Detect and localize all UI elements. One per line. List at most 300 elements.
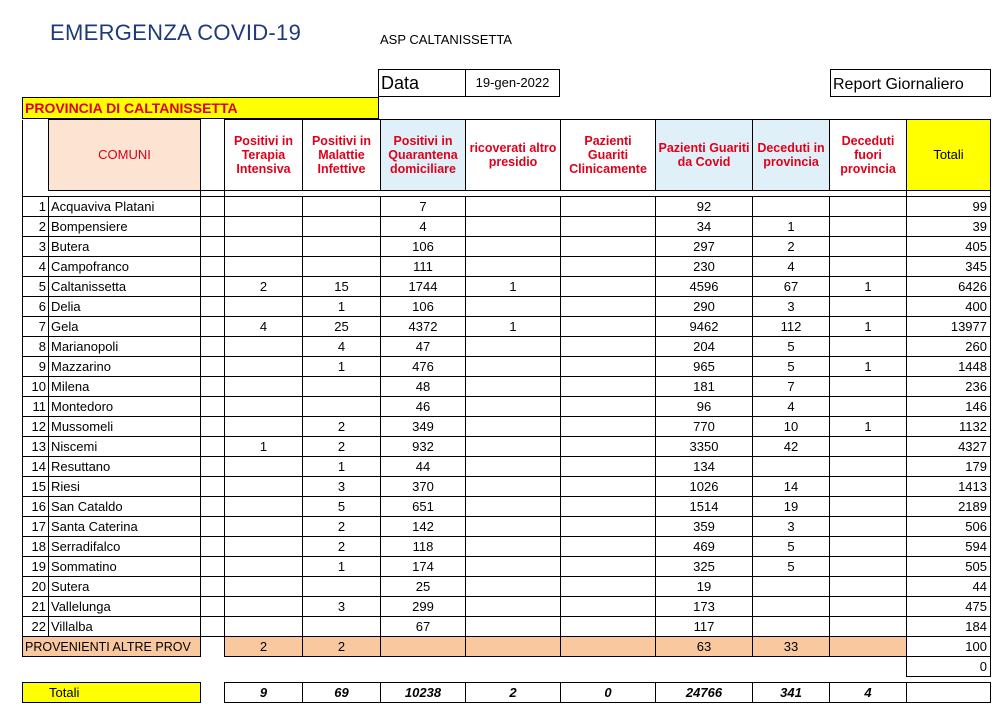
value-mi bbox=[303, 577, 381, 597]
covid-table bbox=[22, 119, 991, 703]
value-gcov: 965 bbox=[656, 357, 753, 377]
value-gc bbox=[561, 537, 656, 557]
empty-cell bbox=[753, 657, 830, 677]
gap-cell bbox=[201, 497, 225, 517]
table-row bbox=[23, 617, 991, 637]
province-label: PROVINCIA DI CALTANISSETTA bbox=[22, 97, 379, 119]
value-dfp bbox=[830, 397, 907, 417]
value-ap bbox=[466, 517, 561, 537]
empty-cell bbox=[23, 657, 49, 677]
value-ti bbox=[225, 517, 303, 537]
value-dfp bbox=[830, 557, 907, 577]
altre-total: 100 bbox=[907, 637, 991, 657]
value-gc bbox=[561, 437, 656, 457]
row-number: 12 bbox=[23, 417, 49, 437]
value-ap bbox=[466, 557, 561, 577]
row-number: 9 bbox=[23, 357, 49, 377]
empty-cell bbox=[466, 657, 561, 677]
value-ap bbox=[466, 537, 561, 557]
altre-gcov: 63 bbox=[656, 637, 753, 657]
value-dfp bbox=[830, 437, 907, 457]
row-number: 7 bbox=[23, 317, 49, 337]
value-mi: 1 bbox=[303, 357, 381, 377]
value-gcov: 173 bbox=[656, 597, 753, 617]
value-gc bbox=[561, 257, 656, 277]
value-mi: 1 bbox=[303, 457, 381, 477]
value-ti bbox=[225, 377, 303, 397]
row-number: 21 bbox=[23, 597, 49, 617]
value-mi: 2 bbox=[303, 437, 381, 457]
value-gc bbox=[561, 617, 656, 637]
value-dfp bbox=[830, 577, 907, 597]
gap-cell bbox=[201, 537, 225, 557]
value-dp: 67 bbox=[753, 277, 830, 297]
value-mi bbox=[303, 257, 381, 277]
gap-cell bbox=[201, 617, 225, 637]
value-gcov: 19 bbox=[656, 577, 753, 597]
value-dp: 5 bbox=[753, 337, 830, 357]
empty-cell bbox=[225, 657, 303, 677]
value-dp bbox=[753, 617, 830, 637]
row-total: 405 bbox=[907, 237, 991, 257]
gap-cell bbox=[201, 437, 225, 457]
value-dp bbox=[753, 597, 830, 617]
value-gcov: 359 bbox=[656, 517, 753, 537]
value-gc bbox=[561, 497, 656, 517]
value-mi bbox=[303, 237, 381, 257]
value-gc bbox=[561, 377, 656, 397]
comune-name: Niscemi bbox=[49, 437, 201, 457]
value-gc bbox=[561, 277, 656, 297]
report-type: Report Giornaliero bbox=[830, 69, 991, 97]
value-mi: 2 bbox=[303, 417, 381, 437]
row-total: 594 bbox=[907, 537, 991, 557]
value-dfp: 1 bbox=[830, 277, 907, 297]
table-row bbox=[23, 417, 991, 437]
gap-cell bbox=[201, 417, 225, 437]
value-dp: 5 bbox=[753, 537, 830, 557]
total-gc: 0 bbox=[561, 683, 656, 703]
comune-name: Montedoro bbox=[49, 397, 201, 417]
value-qd: 142 bbox=[381, 517, 466, 537]
row-total: 179 bbox=[907, 457, 991, 477]
value-dfp: 1 bbox=[830, 417, 907, 437]
value-ti bbox=[225, 557, 303, 577]
value-gcov: 204 bbox=[656, 337, 753, 357]
value-gc bbox=[561, 397, 656, 417]
altre-ap bbox=[466, 637, 561, 657]
table-row bbox=[23, 557, 991, 577]
row-number: 1 bbox=[23, 197, 49, 217]
comune-name: Serradifalco bbox=[49, 537, 201, 557]
altre-dfp bbox=[830, 637, 907, 657]
value-mi: 2 bbox=[303, 537, 381, 557]
value-ti bbox=[225, 597, 303, 617]
row-number: 20 bbox=[23, 577, 49, 597]
gap-cell bbox=[201, 357, 225, 377]
value-gc bbox=[561, 477, 656, 497]
row-total: 1132 bbox=[907, 417, 991, 437]
value-gcov: 117 bbox=[656, 617, 753, 637]
value-mi: 5 bbox=[303, 497, 381, 517]
value-dp bbox=[753, 457, 830, 477]
value-dp: 5 bbox=[753, 557, 830, 577]
value-mi bbox=[303, 217, 381, 237]
comune-name: Resuttano bbox=[49, 457, 201, 477]
value-ti bbox=[225, 257, 303, 277]
row-total: 39 bbox=[907, 217, 991, 237]
row-total: 506 bbox=[907, 517, 991, 537]
value-mi: 4 bbox=[303, 337, 381, 357]
col-quarantena: Positivi in Quarantena domiciliare bbox=[381, 120, 466, 191]
comune-name: Milena bbox=[49, 377, 201, 397]
row-total: 400 bbox=[907, 297, 991, 317]
row-total: 1413 bbox=[907, 477, 991, 497]
value-mi bbox=[303, 197, 381, 217]
value-ti bbox=[225, 397, 303, 417]
altre-gc bbox=[561, 637, 656, 657]
total-ap: 2 bbox=[466, 683, 561, 703]
extra-total: 0 bbox=[907, 657, 991, 677]
value-gcov: 96 bbox=[656, 397, 753, 417]
gap-cell bbox=[201, 683, 225, 703]
value-gcov: 325 bbox=[656, 557, 753, 577]
row-number: 2 bbox=[23, 217, 49, 237]
total-dfp: 4 bbox=[830, 683, 907, 703]
report-title: EMERGENZA COVID-19 bbox=[50, 20, 302, 45]
value-ap bbox=[466, 217, 561, 237]
altre-ti: 2 bbox=[225, 637, 303, 657]
col-altro-presidio: ricoverati altro presidio bbox=[466, 120, 561, 191]
value-mi: 25 bbox=[303, 317, 381, 337]
value-dp: 4 bbox=[753, 397, 830, 417]
col-comuni: COMUNI bbox=[49, 120, 201, 191]
table-row bbox=[23, 437, 991, 457]
value-gc bbox=[561, 457, 656, 477]
value-qd: 25 bbox=[381, 577, 466, 597]
value-gc bbox=[561, 337, 656, 357]
value-mi: 3 bbox=[303, 477, 381, 497]
value-dfp bbox=[830, 217, 907, 237]
value-qd: 4 bbox=[381, 217, 466, 237]
value-dfp bbox=[830, 597, 907, 617]
value-ap bbox=[466, 597, 561, 617]
empty-cell bbox=[201, 657, 225, 677]
table-row bbox=[23, 277, 991, 297]
value-gcov: 3350 bbox=[656, 437, 753, 457]
table-row bbox=[23, 217, 991, 237]
value-qd: 46 bbox=[381, 397, 466, 417]
value-dfp bbox=[830, 337, 907, 357]
value-gcov: 4596 bbox=[656, 277, 753, 297]
altre-prov-row bbox=[23, 637, 991, 657]
value-gc bbox=[561, 577, 656, 597]
table-row bbox=[23, 517, 991, 537]
comune-name: Villalba bbox=[49, 617, 201, 637]
comune-name: Santa Caterina bbox=[49, 517, 201, 537]
col-guariti-clinicamente: Pazienti Guariti Clinicamente bbox=[561, 120, 656, 191]
altre-prov-label: PROVENIENTI ALTRE PROV bbox=[23, 637, 201, 657]
grand-total bbox=[907, 683, 991, 703]
totals-label: Totali bbox=[23, 683, 201, 703]
value-dfp bbox=[830, 377, 907, 397]
value-dp: 42 bbox=[753, 437, 830, 457]
value-ti bbox=[225, 457, 303, 477]
comune-name: San Cataldo bbox=[49, 497, 201, 517]
table-row bbox=[23, 297, 991, 317]
row-total: 475 bbox=[907, 597, 991, 617]
value-dp: 19 bbox=[753, 497, 830, 517]
value-dp: 3 bbox=[753, 297, 830, 317]
comune-name: Bompensiere bbox=[49, 217, 201, 237]
value-qd: 932 bbox=[381, 437, 466, 457]
value-dfp bbox=[830, 617, 907, 637]
table-row bbox=[23, 237, 991, 257]
gap-cell bbox=[201, 197, 225, 217]
value-dp: 5 bbox=[753, 357, 830, 377]
value-ti: 1 bbox=[225, 437, 303, 457]
value-dfp bbox=[830, 457, 907, 477]
altre-dp: 33 bbox=[753, 637, 830, 657]
total-ti: 9 bbox=[225, 683, 303, 703]
row-number: 10 bbox=[23, 377, 49, 397]
altre-mi: 2 bbox=[303, 637, 381, 657]
row-number: 4 bbox=[23, 257, 49, 277]
value-gcov: 290 bbox=[656, 297, 753, 317]
value-gc bbox=[561, 197, 656, 217]
empty-cell bbox=[381, 657, 466, 677]
gap-cell bbox=[201, 217, 225, 237]
value-ap bbox=[466, 577, 561, 597]
value-ap bbox=[466, 337, 561, 357]
value-gcov: 469 bbox=[656, 537, 753, 557]
value-ap bbox=[466, 617, 561, 637]
value-dfp bbox=[830, 517, 907, 537]
row-number: 22 bbox=[23, 617, 49, 637]
comune-name: Delia bbox=[49, 297, 201, 317]
value-qd: 48 bbox=[381, 377, 466, 397]
empty-cell bbox=[303, 657, 381, 677]
row-total: 1448 bbox=[907, 357, 991, 377]
gap-cell bbox=[201, 637, 225, 657]
gap-cell bbox=[201, 257, 225, 277]
row-total: 99 bbox=[907, 197, 991, 217]
altre-qd bbox=[381, 637, 466, 657]
comune-name: Butera bbox=[49, 237, 201, 257]
value-gc bbox=[561, 417, 656, 437]
value-mi bbox=[303, 377, 381, 397]
value-gc bbox=[561, 217, 656, 237]
value-dfp: 1 bbox=[830, 317, 907, 337]
gap-cell bbox=[201, 597, 225, 617]
comune-name: Riesi bbox=[49, 477, 201, 497]
value-ti bbox=[225, 417, 303, 437]
value-mi bbox=[303, 397, 381, 417]
total-qd: 10238 bbox=[381, 683, 466, 703]
value-ti: 2 bbox=[225, 277, 303, 297]
comune-name: Mussomeli bbox=[49, 417, 201, 437]
value-ap: 1 bbox=[466, 317, 561, 337]
value-ap bbox=[466, 497, 561, 517]
row-total: 260 bbox=[907, 337, 991, 357]
value-qd: 174 bbox=[381, 557, 466, 577]
comune-name: Gela bbox=[49, 317, 201, 337]
value-dp: 14 bbox=[753, 477, 830, 497]
value-ap: 1 bbox=[466, 277, 561, 297]
value-dp: 10 bbox=[753, 417, 830, 437]
value-qd: 370 bbox=[381, 477, 466, 497]
value-ap bbox=[466, 237, 561, 257]
data-label: Data bbox=[378, 69, 466, 97]
value-dfp bbox=[830, 497, 907, 517]
row-number: 15 bbox=[23, 477, 49, 497]
value-qd: 299 bbox=[381, 597, 466, 617]
row-total: 13977 bbox=[907, 317, 991, 337]
value-dp: 112 bbox=[753, 317, 830, 337]
value-mi: 1 bbox=[303, 557, 381, 577]
value-gcov: 230 bbox=[656, 257, 753, 277]
total-gcov: 24766 bbox=[656, 683, 753, 703]
row-number: 17 bbox=[23, 517, 49, 537]
comune-name: Acquaviva Platani bbox=[49, 197, 201, 217]
col-malattie-infettive: Positivi in Malattie Infettive bbox=[303, 120, 381, 191]
empty-cell bbox=[656, 657, 753, 677]
col-deceduti-provincia: Deceduti in provincia bbox=[753, 120, 830, 191]
row-total: 2189 bbox=[907, 497, 991, 517]
report-date: 19-gen-2022 bbox=[466, 69, 560, 97]
value-gcov: 1514 bbox=[656, 497, 753, 517]
value-ap bbox=[466, 257, 561, 277]
comune-name: Campofranco bbox=[49, 257, 201, 277]
value-ti bbox=[225, 337, 303, 357]
value-gc bbox=[561, 297, 656, 317]
value-gcov: 181 bbox=[656, 377, 753, 397]
value-ap bbox=[466, 297, 561, 317]
gap-cell bbox=[201, 557, 225, 577]
gap-cell bbox=[201, 377, 225, 397]
totals-row bbox=[23, 683, 991, 703]
gap-cell bbox=[201, 517, 225, 537]
row-total: 345 bbox=[907, 257, 991, 277]
value-dp: 3 bbox=[753, 517, 830, 537]
comune-name: Vallelunga bbox=[49, 597, 201, 617]
value-qd: 67 bbox=[381, 617, 466, 637]
value-gc bbox=[561, 557, 656, 577]
row-total: 146 bbox=[907, 397, 991, 417]
value-dfp: 1 bbox=[830, 357, 907, 377]
value-dfp bbox=[830, 237, 907, 257]
value-gcov: 297 bbox=[656, 237, 753, 257]
col-terapia-intensiva: Positivi in Terapia Intensiva bbox=[225, 120, 303, 191]
value-mi: 1 bbox=[303, 297, 381, 317]
value-gcov: 770 bbox=[656, 417, 753, 437]
value-mi: 2 bbox=[303, 517, 381, 537]
comune-name: Caltanissetta bbox=[49, 277, 201, 297]
value-ap bbox=[466, 197, 561, 217]
row-total: 236 bbox=[907, 377, 991, 397]
value-gc bbox=[561, 237, 656, 257]
value-dfp bbox=[830, 297, 907, 317]
table-row bbox=[23, 357, 991, 377]
row-total: 6426 bbox=[907, 277, 991, 297]
row-number: 19 bbox=[23, 557, 49, 577]
value-ti bbox=[225, 577, 303, 597]
table-row bbox=[23, 497, 991, 517]
value-qd: 47 bbox=[381, 337, 466, 357]
table-row bbox=[23, 377, 991, 397]
row-number: 3 bbox=[23, 237, 49, 257]
table-row bbox=[23, 397, 991, 417]
value-ti bbox=[225, 217, 303, 237]
value-ap bbox=[466, 377, 561, 397]
empty-cell bbox=[830, 657, 907, 677]
table-row bbox=[23, 537, 991, 557]
row-number: 5 bbox=[23, 277, 49, 297]
value-dp: 2 bbox=[753, 237, 830, 257]
table-row bbox=[23, 197, 991, 217]
value-gcov: 1026 bbox=[656, 477, 753, 497]
row-number: 14 bbox=[23, 457, 49, 477]
table-row bbox=[23, 477, 991, 497]
value-ap bbox=[466, 477, 561, 497]
comune-name: Sutera bbox=[49, 577, 201, 597]
value-ti bbox=[225, 237, 303, 257]
value-dfp bbox=[830, 537, 907, 557]
gap-cell bbox=[201, 237, 225, 257]
value-dfp bbox=[830, 257, 907, 277]
row-number: 11 bbox=[23, 397, 49, 417]
value-qd: 651 bbox=[381, 497, 466, 517]
value-gc bbox=[561, 357, 656, 377]
value-ti bbox=[225, 617, 303, 637]
value-dp bbox=[753, 577, 830, 597]
value-dfp bbox=[830, 197, 907, 217]
table-row bbox=[23, 597, 991, 617]
table-row bbox=[23, 317, 991, 337]
value-gc bbox=[561, 517, 656, 537]
gap-cell bbox=[201, 317, 225, 337]
row-number: 6 bbox=[23, 297, 49, 317]
row-total: 505 bbox=[907, 557, 991, 577]
gap-cell bbox=[201, 577, 225, 597]
gap-cell bbox=[201, 477, 225, 497]
value-qd: 111 bbox=[381, 257, 466, 277]
value-gcov: 9462 bbox=[656, 317, 753, 337]
comune-name: Sommatino bbox=[49, 557, 201, 577]
value-ti bbox=[225, 357, 303, 377]
row-number: 8 bbox=[23, 337, 49, 357]
value-qd: 44 bbox=[381, 457, 466, 477]
value-qd: 118 bbox=[381, 537, 466, 557]
value-gc bbox=[561, 597, 656, 617]
col-guariti-covid: Pazienti Guariti da Covid bbox=[656, 120, 753, 191]
table-row bbox=[23, 337, 991, 357]
comune-name: Mazzarino bbox=[49, 357, 201, 377]
value-ti bbox=[225, 297, 303, 317]
value-ti bbox=[225, 537, 303, 557]
value-gcov: 92 bbox=[656, 197, 753, 217]
extra-row bbox=[23, 657, 991, 677]
row-total: 44 bbox=[907, 577, 991, 597]
value-ap bbox=[466, 397, 561, 417]
value-qd: 106 bbox=[381, 237, 466, 257]
value-qd: 4372 bbox=[381, 317, 466, 337]
value-gcov: 134 bbox=[656, 457, 753, 477]
gap-cell bbox=[201, 457, 225, 477]
empty-cell bbox=[49, 657, 201, 677]
row-total: 4327 bbox=[907, 437, 991, 457]
value-dfp bbox=[830, 477, 907, 497]
